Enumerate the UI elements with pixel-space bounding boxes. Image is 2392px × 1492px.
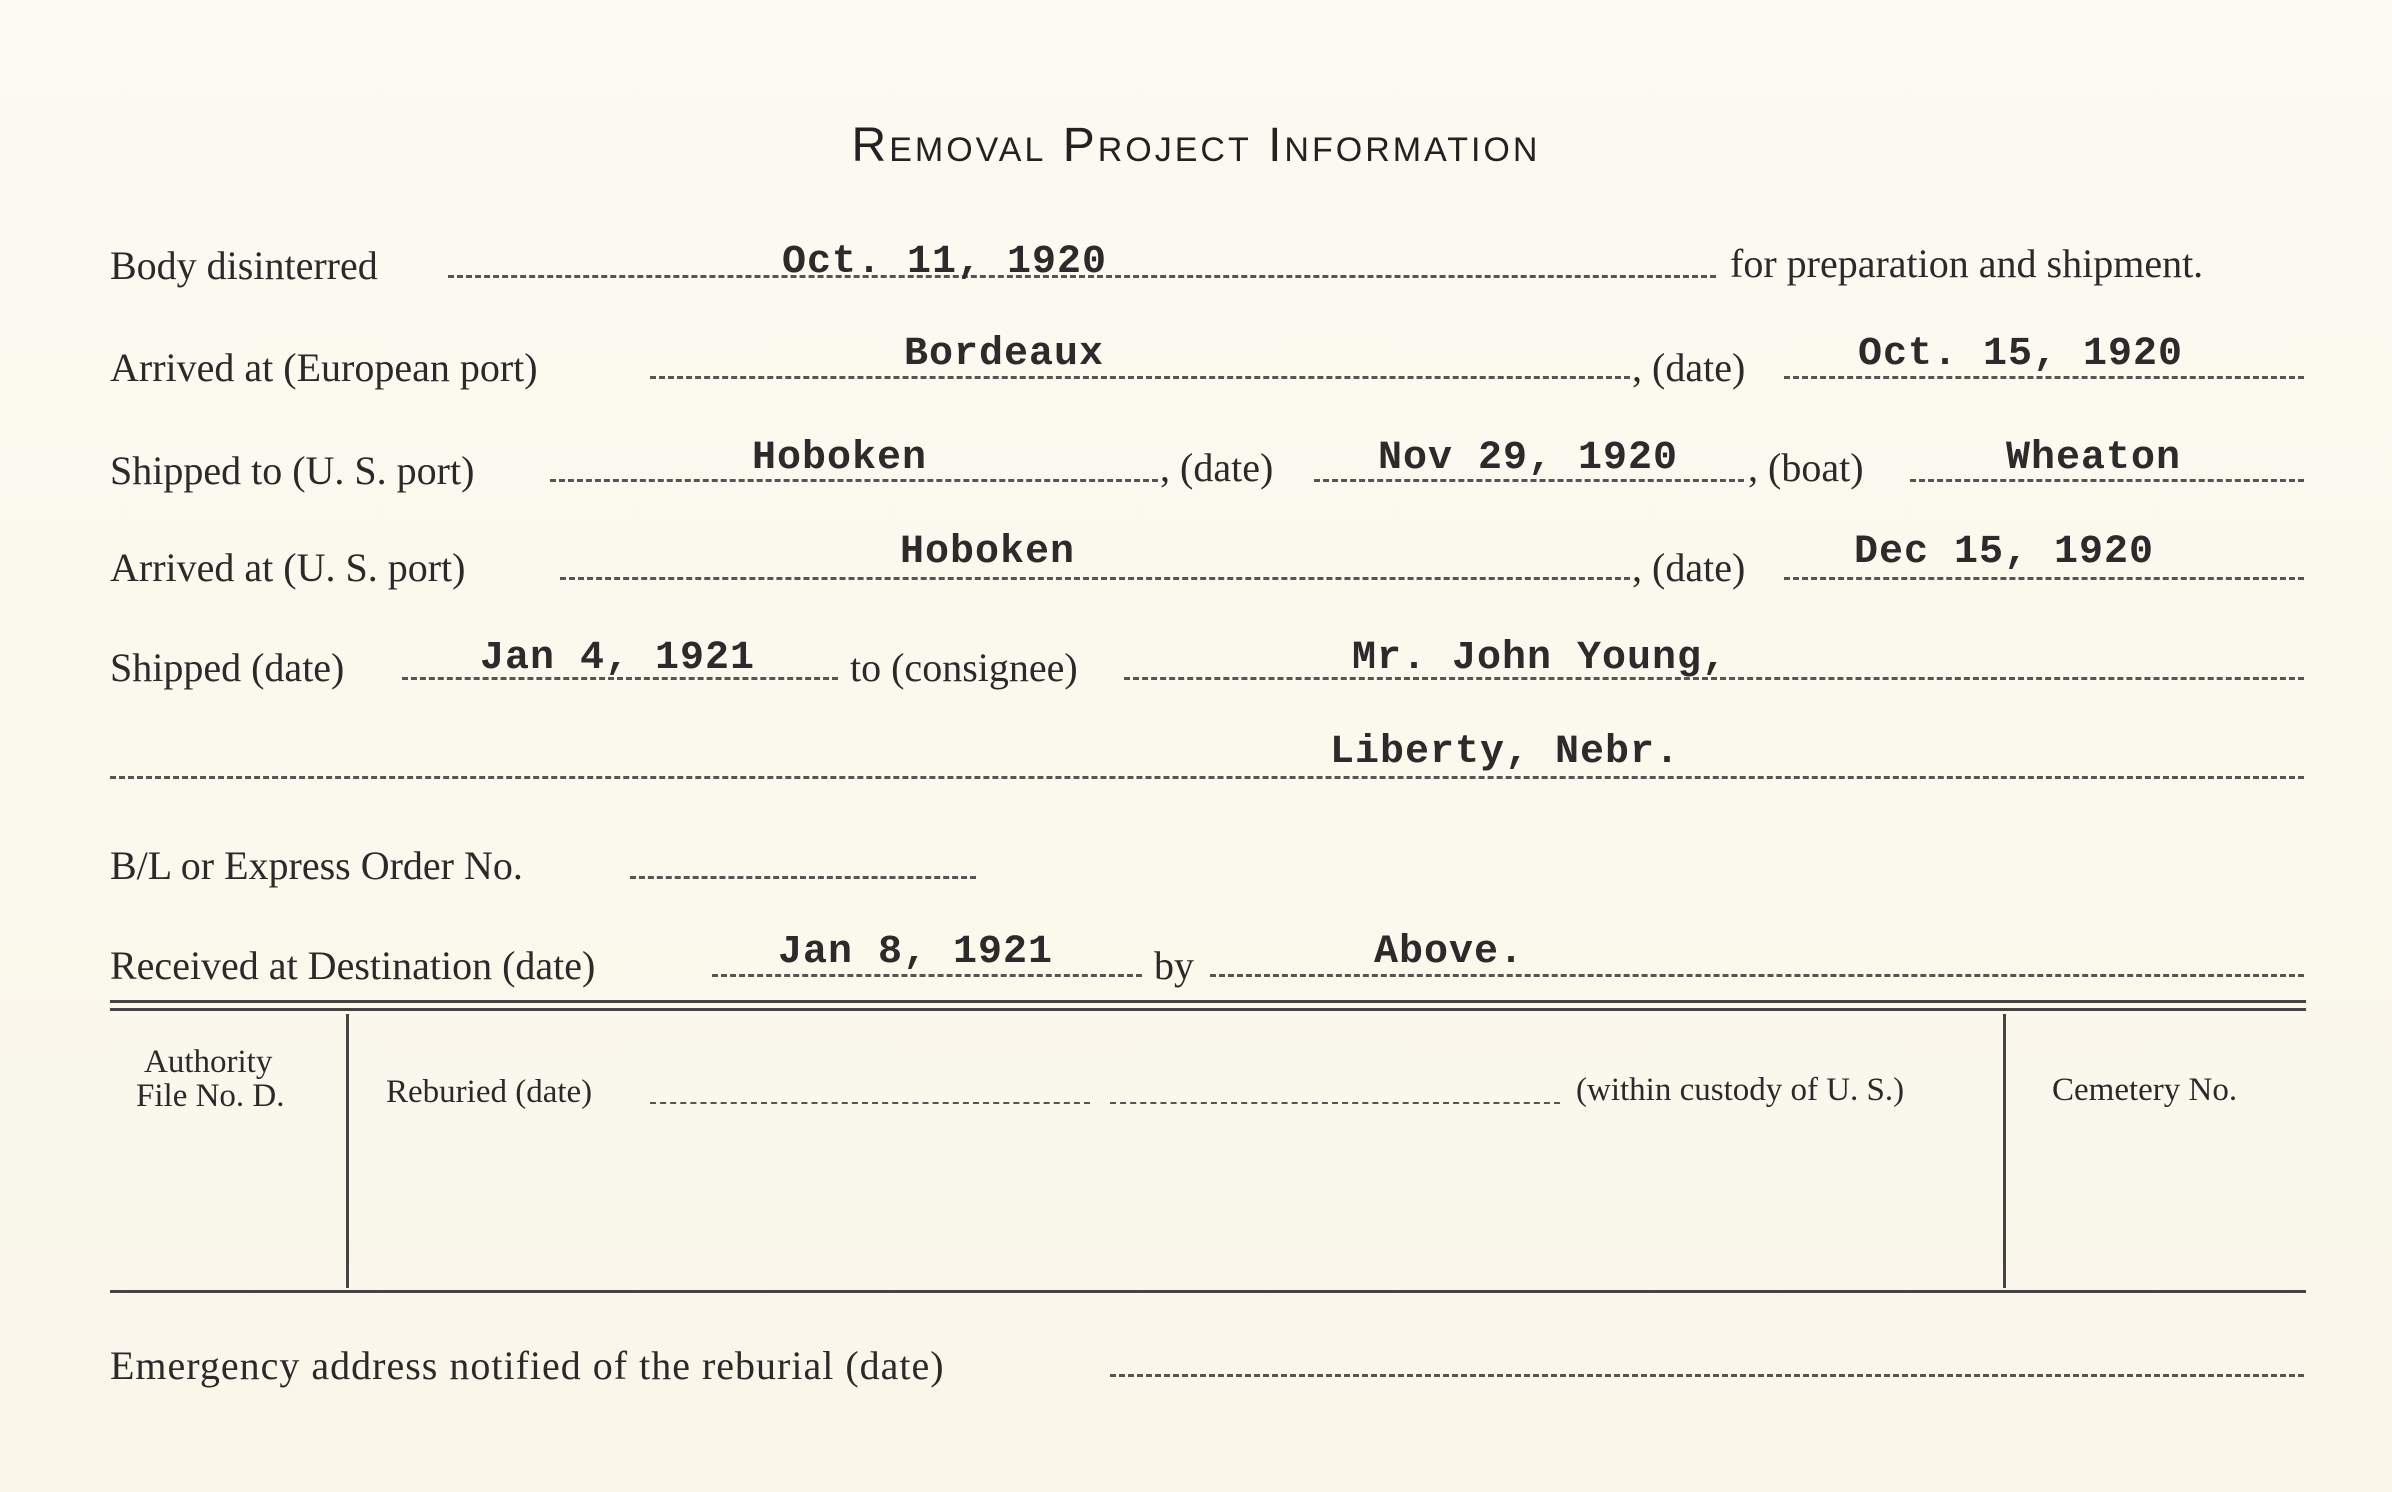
reburied-label: Reburied (date): [386, 1074, 593, 1110]
custody-label: (within custody of U. S.): [1576, 1072, 1905, 1108]
euro-port-line: [650, 376, 1630, 379]
shipped-us-date-label: , (date): [1160, 445, 1274, 490]
arrived-us-value: Hoboken: [900, 530, 1076, 575]
arrived-us-date-label: , (date): [1632, 545, 1746, 590]
euro-port-date: Oct. 15, 1920: [1858, 332, 2184, 377]
disinterred-label: Body disinterred: [110, 243, 378, 288]
table-top-rule: [110, 1000, 2306, 1003]
authority-label: Authority: [144, 1044, 273, 1080]
table-bottom-rule: [110, 1290, 2306, 1293]
table-top-rule-2: [110, 1008, 2306, 1011]
table-divider-right: [2003, 1014, 2006, 1288]
arrived-us-label: Arrived at (U. S. port): [110, 545, 466, 590]
bl-line: [630, 876, 976, 879]
shipped-us-date: Nov 29, 1920: [1378, 436, 1679, 481]
received-by-label: by: [1154, 943, 1194, 988]
euro-port-value: Bordeaux: [904, 332, 1105, 377]
shipped-date: Jan 4, 1921: [480, 636, 756, 681]
received-date: Jan 8, 1921: [778, 930, 1054, 975]
emergency-label: Emergency address notified of the reburial (date): [110, 1343, 945, 1388]
arrived-us-line: [560, 577, 1630, 580]
file-no-label: File No. D.: [136, 1078, 285, 1114]
bl-label: B/L or Express Order No.: [110, 843, 523, 888]
address-line: [110, 776, 2304, 779]
shipped-us-boat-label: , (boat): [1748, 445, 1864, 490]
reburied-line-1: [650, 1102, 1090, 1104]
reburied-line-2: [1110, 1102, 1560, 1104]
consignee-value: Mr. John Young,: [1352, 636, 1728, 681]
shipped-label: Shipped (date): [110, 645, 345, 690]
emergency-line: [1110, 1374, 2304, 1377]
table-divider-left: [346, 1014, 349, 1288]
shipped-us-value: Hoboken: [752, 436, 928, 481]
arrived-us-date: Dec 15, 1920: [1854, 530, 2155, 575]
cemetery-label: Cemetery No.: [2052, 1072, 2238, 1108]
shipped-us-label: Shipped to (U. S. port): [110, 448, 475, 493]
disinterred-suffix: for preparation and shipment.: [1730, 241, 2204, 286]
shipped-us-boat: Wheaton: [2006, 436, 2182, 481]
received-label: Received at Destination (date): [110, 943, 596, 988]
consignee-label: to (consignee): [850, 645, 1078, 690]
consignee-address: Liberty, Nebr.: [1330, 730, 1681, 775]
disinterred-value: Oct. 11, 1920: [782, 240, 1108, 285]
received-by: Above.: [1374, 930, 1525, 975]
arrived-us-date-line: [1784, 577, 2304, 580]
euro-port-label: Arrived at (European port): [110, 345, 538, 390]
card-title: Removal Project Information: [851, 119, 1541, 172]
euro-port-date-label: , (date): [1632, 345, 1746, 390]
